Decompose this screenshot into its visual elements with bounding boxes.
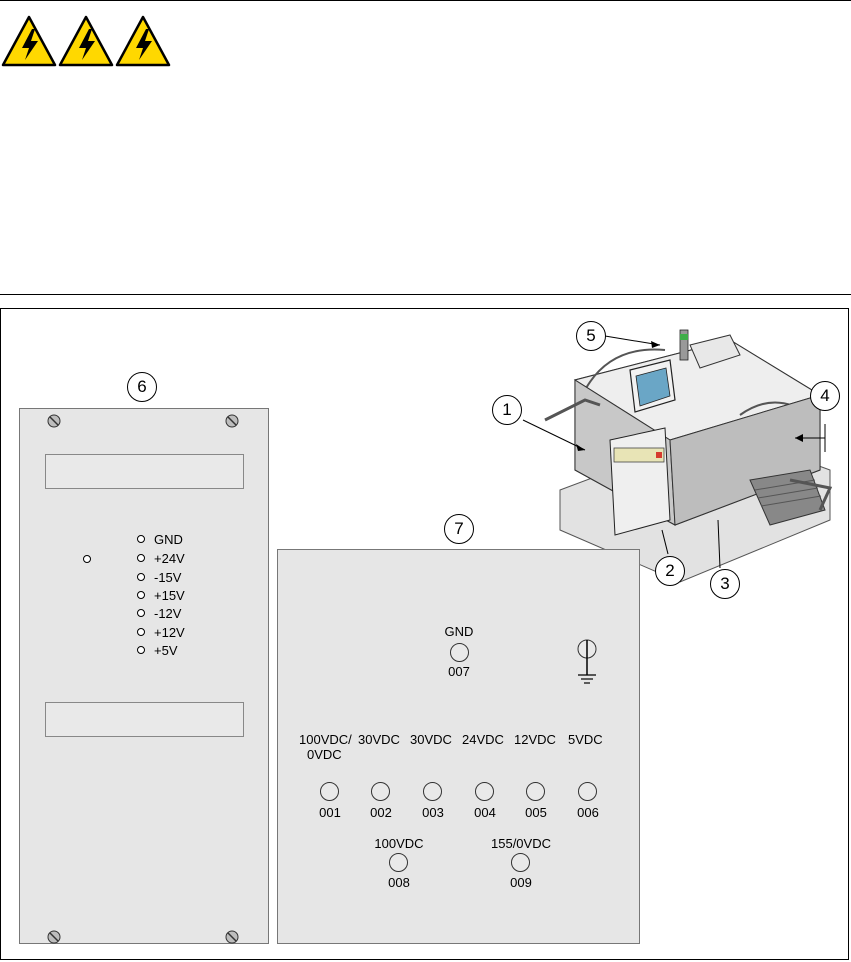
terminal-id: 006 <box>577 805 599 820</box>
test-point <box>137 646 145 654</box>
voltage-p12 <box>137 624 185 640</box>
section-rule <box>0 294 851 295</box>
test-point <box>137 591 145 599</box>
voltage-p24 <box>137 550 185 566</box>
terminal-007 <box>450 643 469 662</box>
terminal-004 <box>475 782 494 801</box>
screw-icon <box>47 930 61 944</box>
terminal-001 <box>320 782 339 801</box>
voltage-m12 <box>137 605 181 621</box>
callout-5: 5 <box>576 321 606 351</box>
high-voltage-warning-icon <box>1 15 57 67</box>
test-point <box>137 628 145 636</box>
screw-icon <box>225 930 239 944</box>
terminal-id: 009 <box>510 875 532 890</box>
voltage-p15 <box>137 587 185 603</box>
label-0vdc: 0VDC <box>307 747 342 762</box>
terminal-008 <box>389 853 408 872</box>
status-led <box>83 555 91 563</box>
voltage-p5 <box>137 642 178 658</box>
callout-6: 6 <box>127 372 157 402</box>
label-30vdc-a: 30VDC <box>358 732 400 747</box>
terminal-id: 003 <box>422 805 444 820</box>
voltage-label: +24V <box>154 550 185 566</box>
test-point <box>137 609 145 617</box>
high-voltage-warning-icon <box>115 15 171 67</box>
lower-slot <box>45 702 244 737</box>
screw-icon <box>47 414 61 428</box>
gnd-label: GND <box>444 624 474 639</box>
label-5vdc: 5VDC <box>568 732 603 747</box>
test-point <box>137 554 145 562</box>
terminal-id: 005 <box>525 805 547 820</box>
terminal-id: 002 <box>370 805 392 820</box>
warning-signs <box>1 15 171 67</box>
terminal-id: 004 <box>474 805 496 820</box>
callout-4: 4 <box>810 381 840 411</box>
upper-slot <box>45 454 244 489</box>
voltage-gnd <box>137 531 183 547</box>
voltage-label: +15V <box>154 587 185 603</box>
callout-7: 7 <box>444 514 474 544</box>
high-voltage-warning-icon <box>58 15 114 67</box>
voltage-label: -12V <box>154 605 182 621</box>
label-12vdc: 12VDC <box>514 732 556 747</box>
terminal-006 <box>578 782 597 801</box>
test-point <box>137 573 145 581</box>
voltage-label: +5V <box>154 642 178 658</box>
ground-symbol-icon <box>576 639 598 687</box>
voltage-label: GND <box>154 531 183 547</box>
label-24vdc: 24VDC <box>462 732 504 747</box>
callout-1: 1 <box>492 395 522 425</box>
terminal-id: 001 <box>319 805 341 820</box>
top-rule <box>0 0 851 1</box>
terminal-003 <box>423 782 442 801</box>
label-155-0vdc: 155/0VDC <box>491 836 551 851</box>
voltage-label: +12V <box>154 624 185 640</box>
callout-2: 2 <box>655 556 685 586</box>
terminal-id: 007 <box>448 664 470 679</box>
terminal-009 <box>511 853 530 872</box>
label-100vdc: 100VDC <box>374 836 424 851</box>
voltage-label: -15V <box>154 569 182 585</box>
terminal-005 <box>526 782 545 801</box>
label-100vdc-0vdc: 100VDC/ <box>299 732 352 747</box>
power-supply-panel <box>19 408 269 944</box>
label-30vdc-b: 30VDC <box>410 732 452 747</box>
terminal-002 <box>371 782 390 801</box>
screw-icon <box>225 414 239 428</box>
terminal-id: 008 <box>388 875 410 890</box>
voltage-m15 <box>137 569 181 585</box>
test-point <box>137 535 145 543</box>
callout-3: 3 <box>710 569 740 599</box>
